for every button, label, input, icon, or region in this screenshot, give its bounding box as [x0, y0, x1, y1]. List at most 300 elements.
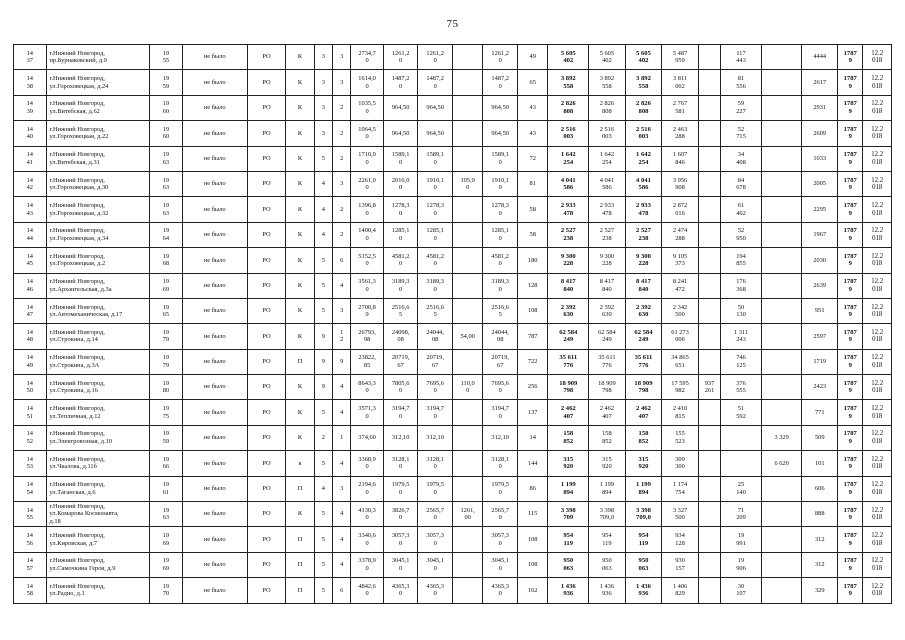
repair-status-cell: не было [182, 400, 247, 425]
nonresidential-area-cell [452, 45, 482, 70]
fund-cost-cell: 954 119 [625, 527, 662, 552]
residents-cell: 43 [517, 121, 547, 146]
cost-cell [698, 298, 720, 323]
repair-status-cell: не было [182, 375, 247, 400]
material-cell: РО [247, 298, 286, 323]
address-cell: г.Нижний Новгород, ул.Гороховецкая, д.30 [46, 171, 150, 196]
year-cell: 19 70 [150, 578, 183, 603]
cost-cell: 3 327 500 [662, 502, 699, 527]
total-cost-cell: 2 462 407 [548, 400, 589, 425]
limit-cost-cell: 1787 9 [838, 197, 863, 222]
cost-cell [698, 451, 720, 476]
year-cell: 19 63 [150, 197, 183, 222]
entrances-cell: 2 [333, 121, 351, 146]
floors-cell: 5 [314, 248, 332, 273]
address-cell: г.Нижний Новгород, ул.Строкина, д.14 [46, 324, 150, 349]
address-cell: г.Нижний Новгород, ул.Электровозная, д.10 [46, 425, 150, 450]
premises-area-cell: 1589,1 0 [383, 146, 418, 171]
cost-cell: 34 865 651 [662, 349, 699, 374]
wall-type-cell: К [286, 95, 314, 120]
row-number-cell: 14 51 [14, 400, 47, 425]
wall-type-cell: П [286, 527, 314, 552]
wall-type-cell: К [286, 146, 314, 171]
table-row [14, 95, 892, 120]
cost-cell: 4 041 586 [589, 171, 626, 196]
repair-status-cell: не было [182, 552, 247, 577]
repair-status-cell: не было [182, 45, 247, 70]
wall-type-cell: К [286, 222, 314, 247]
deadline-cell: 12.2 018 [863, 425, 892, 450]
premises-area-cell: 3045,1 0 [383, 552, 418, 577]
row-number-cell: 14 50 [14, 375, 47, 400]
owned-area-cell: 1979,5 0 [483, 476, 518, 501]
residential-area-cell: 1278,3 0 [418, 197, 453, 222]
deadline-cell: 12.2 018 [863, 552, 892, 577]
total-cost-cell: 954 119 [548, 527, 589, 552]
cost-cell [761, 70, 802, 95]
cost-cell [761, 171, 802, 196]
material-cell: РО [247, 425, 286, 450]
total-area-cell: 3561,3 0 [351, 273, 384, 298]
unit-cost-cell: 4444 [802, 45, 838, 70]
fund-cost-cell: 2 392 630 [625, 298, 662, 323]
nonresidential-area-cell [452, 146, 482, 171]
row-number-cell: 14 37 [14, 45, 47, 70]
cost-cell: 176 368 [721, 273, 762, 298]
cost-cell: 194 855 [721, 248, 762, 273]
nonresidential-area-cell [452, 248, 482, 273]
residential-area-cell: 964,50 [418, 95, 453, 120]
premises-area-cell: 964,50 [383, 95, 418, 120]
wall-type-cell: К [286, 425, 314, 450]
cost-cell: 2 410 815 [662, 400, 699, 425]
year-cell: 19 59 [150, 70, 183, 95]
address-cell: г.Нижний Новгород, ул.Строкина, д.16 [46, 375, 150, 400]
table-row [14, 121, 892, 146]
cost-cell [698, 248, 720, 273]
residents-cell: 108 [517, 527, 547, 552]
total-area-cell: 374,60 [351, 425, 384, 450]
unit-cost-cell: 1719 [802, 349, 838, 374]
fund-cost-cell: 2 462 407 [625, 400, 662, 425]
row-number-cell: 14 54 [14, 476, 47, 501]
address-cell: г.Нижний Новгород, ул.Чкалова, д.11б [46, 451, 150, 476]
total-cost-cell: 2 933 478 [548, 197, 589, 222]
address-cell: г.Нижний Новгород, ул.Гороховецкая, д.34 [46, 222, 150, 247]
owned-area-cell: 3189,3 0 [483, 273, 518, 298]
unit-cost-cell: 509 [802, 425, 838, 450]
table-row [14, 375, 892, 400]
floors-cell: 5 [314, 527, 332, 552]
residents-cell: 81 [517, 171, 547, 196]
cost-cell [698, 349, 720, 374]
total-area-cell: 1064,5 0 [351, 121, 384, 146]
residential-area-cell: 1589,1 0 [418, 146, 453, 171]
year-cell: 19 64 [150, 222, 183, 247]
owned-area-cell: 2565,7 0 [483, 502, 518, 527]
total-cost-cell: 1 436 936 [548, 578, 589, 603]
cost-cell: 34 408 [721, 146, 762, 171]
cost-cell [761, 349, 802, 374]
cost-cell [698, 70, 720, 95]
deadline-cell: 12.2 018 [863, 349, 892, 374]
cost-cell: 1 199 894 [589, 476, 626, 501]
address-cell: г.Нижний Новгород, пр.Бурнаковский, д.9 [46, 45, 150, 70]
limit-cost-cell: 1787 9 [838, 121, 863, 146]
address-cell: г.Нижний Новгород, ул.Кировская, д.7 [46, 527, 150, 552]
material-cell: РО [247, 95, 286, 120]
owned-area-cell: 964,50 [483, 121, 518, 146]
owned-area-cell: 1278,3 0 [483, 197, 518, 222]
nonresidential-area-cell [452, 552, 482, 577]
cost-cell [761, 121, 802, 146]
material-cell: РО [247, 324, 286, 349]
residents-cell: 128 [517, 273, 547, 298]
cost-cell [698, 527, 720, 552]
premises-area-cell: 1261,2 0 [383, 45, 418, 70]
table-row [14, 527, 892, 552]
repair-status-cell: не было [182, 324, 247, 349]
residential-area-cell: 3194,7 0 [418, 400, 453, 425]
year-cell: 19 63 [150, 171, 183, 196]
wall-type-cell: К [286, 375, 314, 400]
premises-area-cell: 3826,7 0 [383, 502, 418, 527]
residential-area-cell: 1487,2 0 [418, 70, 453, 95]
floors-cell: 9 [314, 349, 332, 374]
cost-cell [761, 45, 802, 70]
repair-status-cell: не было [182, 502, 247, 527]
address-cell: г.Нижний Новгород, ул.Радио, д.1 [46, 578, 150, 603]
cost-cell [698, 121, 720, 146]
total-cost-cell: 3 398 709 [548, 502, 589, 527]
cost-cell: 3 956 908 [662, 171, 699, 196]
cost-cell: 81 556 [721, 70, 762, 95]
floors-cell: 5 [314, 552, 332, 577]
material-cell: РО [247, 248, 286, 273]
cost-cell: 1 436 936 [589, 578, 626, 603]
cost-cell: 19 991 [721, 527, 762, 552]
limit-cost-cell: 1787 9 [838, 248, 863, 273]
row-number-cell: 14 55 [14, 502, 47, 527]
total-area-cell: 8643,3 0 [351, 375, 384, 400]
cost-cell [698, 425, 720, 450]
residential-area-cell: 3128,1 0 [418, 451, 453, 476]
nonresidential-area-cell [452, 121, 482, 146]
total-cost-cell: 2 527 238 [548, 222, 589, 247]
residents-cell: 49 [517, 45, 547, 70]
cost-cell: 51 592 [721, 400, 762, 425]
owned-area-cell: 20719, 67 [483, 349, 518, 374]
table-row [14, 248, 892, 273]
address-cell: г.Нижний Новгород, ул.Самочкина Героя, д.9 [46, 552, 150, 577]
address-cell: г.Нижний Новгород, ул.Тепличная, д.12 [46, 400, 150, 425]
premises-area-cell: 964,50 [383, 121, 418, 146]
floors-cell: 4 [314, 171, 332, 196]
entrances-cell: 9 [333, 349, 351, 374]
owned-area-cell: 1589,1 0 [483, 146, 518, 171]
cost-cell: 2 527 238 [589, 222, 626, 247]
owned-area-cell: 4581,2 0 [483, 248, 518, 273]
unit-cost-cell: 2931 [802, 95, 838, 120]
repair-status-cell: не было [182, 425, 247, 450]
fund-cost-cell: 4 041 586 [625, 171, 662, 196]
residents-cell: 43 [517, 95, 547, 120]
row-number-cell: 14 47 [14, 298, 47, 323]
entrances-cell: 2 [333, 146, 351, 171]
row-number-cell: 14 46 [14, 273, 47, 298]
table-row [14, 400, 892, 425]
residential-area-cell: 2565,7 0 [418, 502, 453, 527]
residential-area-cell: 3045,1 0 [418, 552, 453, 577]
row-number-cell: 14 41 [14, 146, 47, 171]
entrances-cell: 2 [333, 222, 351, 247]
floors-cell: 9 [314, 324, 332, 349]
material-cell: РО [247, 552, 286, 577]
entrances-cell: 3 [333, 476, 351, 501]
entrances-cell: 4 [333, 273, 351, 298]
row-number-cell: 14 56 [14, 527, 47, 552]
total-area-cell: 3378,9 0 [351, 552, 384, 577]
fund-cost-cell: 1 436 936 [625, 578, 662, 603]
fund-cost-cell: 3 398 709,0 [625, 502, 662, 527]
cost-cell [698, 45, 720, 70]
limit-cost-cell: 1787 9 [838, 552, 863, 577]
cost-cell [698, 552, 720, 577]
year-cell: 19 69 [150, 273, 183, 298]
cost-cell [721, 425, 762, 450]
row-number-cell: 14 40 [14, 121, 47, 146]
premises-area-cell: 1979,5 0 [383, 476, 418, 501]
wall-type-cell: К [286, 324, 314, 349]
deadline-cell: 12.2 018 [863, 70, 892, 95]
unit-cost-cell: 2639 [802, 273, 838, 298]
year-cell: 19 63 [150, 502, 183, 527]
cost-cell: 1 406 829 [662, 578, 699, 603]
address-cell: г.Нижний Новгород, ул.Комарова Космонавта, д.18 [46, 502, 150, 527]
premises-area-cell: 4581,2 0 [383, 248, 418, 273]
year-cell: 19 59 [150, 425, 183, 450]
unit-cost-cell: 101 [802, 451, 838, 476]
cost-cell: 937 261 [698, 375, 720, 400]
unit-cost-cell: 2030 [802, 248, 838, 273]
nonresidential-area-cell [452, 222, 482, 247]
deadline-cell: 12.2 018 [863, 222, 892, 247]
total-cost-cell: 950 063 [548, 552, 589, 577]
fund-cost-cell: 315 920 [625, 451, 662, 476]
fund-cost-cell: 2 516 003 [625, 121, 662, 146]
total-area-cell: 1035,5 0 [351, 95, 384, 120]
fund-cost-cell: 950 063 [625, 552, 662, 577]
cost-cell: 17 595 982 [662, 375, 699, 400]
floors-cell: 3 [314, 95, 332, 120]
material-cell: РО [247, 578, 286, 603]
register-table [13, 44, 892, 604]
deadline-cell: 12.2 018 [863, 95, 892, 120]
owned-area-cell: 1285,1 0 [483, 222, 518, 247]
entrances-cell: 4 [333, 451, 351, 476]
total-cost-cell: 35 611 776 [548, 349, 589, 374]
fund-cost-cell: 9 300 228 [625, 248, 662, 273]
cost-cell [698, 273, 720, 298]
owned-area-cell: 4365,3 0 [483, 578, 518, 603]
repair-status-cell: не было [182, 70, 247, 95]
cost-cell: 2 516 003 [589, 121, 626, 146]
limit-cost-cell: 1787 9 [838, 95, 863, 120]
floors-cell: 5 [314, 298, 332, 323]
limit-cost-cell: 1787 9 [838, 578, 863, 603]
cost-cell [761, 222, 802, 247]
fund-cost-cell: 35 611 776 [625, 349, 662, 374]
nonresidential-area-cell: 105,9 0 [452, 171, 482, 196]
cost-cell: 2 872 016 [662, 197, 699, 222]
cost-cell: 1 642 254 [589, 146, 626, 171]
cost-cell: 5 487 959 [662, 45, 699, 70]
floors-cell: 5 [314, 451, 332, 476]
address-cell: г.Нижний Новгород, ул.Гороховецкая, д.2 [46, 248, 150, 273]
total-area-cell: 1396,8 0 [351, 197, 384, 222]
deadline-cell: 12.2 018 [863, 527, 892, 552]
cost-cell: 3 398 709,0 [589, 502, 626, 527]
floors-cell: 5 [314, 146, 332, 171]
limit-cost-cell: 1787 9 [838, 349, 863, 374]
owned-area-cell: 3057,3 0 [483, 527, 518, 552]
cost-cell [698, 197, 720, 222]
total-cost-cell: 1 642 254 [548, 146, 589, 171]
total-cost-cell: 1 199 894 [548, 476, 589, 501]
repair-status-cell: не было [182, 476, 247, 501]
address-cell: г.Нижний Новгород, ул.Гороховецкая, д.22 [46, 121, 150, 146]
deadline-cell: 12.2 018 [863, 375, 892, 400]
year-cell: 19 69 [150, 527, 183, 552]
residents-cell: 162 [517, 578, 547, 603]
material-cell: РО [247, 121, 286, 146]
cost-cell: 19 906 [721, 552, 762, 577]
entrances-cell: 4 [333, 527, 351, 552]
cost-cell [721, 451, 762, 476]
repair-status-cell: не было [182, 248, 247, 273]
cost-cell: 158 852 [589, 425, 626, 450]
repair-status-cell: не было [182, 451, 247, 476]
floors-cell: 4 [314, 197, 332, 222]
table-row [14, 578, 892, 603]
material-cell: РО [247, 273, 286, 298]
repair-status-cell: не было [182, 146, 247, 171]
cost-cell: 2 767 581 [662, 95, 699, 120]
wall-type-cell: К [286, 121, 314, 146]
wall-type-cell: К [286, 502, 314, 527]
residents-cell: 86 [517, 476, 547, 501]
residential-area-cell: 4365,3 0 [418, 578, 453, 603]
material-cell: РО [247, 146, 286, 171]
unit-cost-cell: 888 [802, 502, 838, 527]
deadline-cell: 12.2 018 [863, 502, 892, 527]
fund-cost-cell: 1 642 254 [625, 146, 662, 171]
material-cell: РО [247, 502, 286, 527]
limit-cost-cell: 1787 9 [838, 400, 863, 425]
wall-type-cell: П [286, 578, 314, 603]
owned-area-cell: 312,10 [483, 425, 518, 450]
cost-cell: 84 678 [721, 171, 762, 196]
owned-area-cell: 3128,1 0 [483, 451, 518, 476]
entrances-cell: 1 2 [333, 324, 351, 349]
table-row [14, 273, 892, 298]
address-cell: г.Нижний Новгород, ул.Витебская, д.31 [46, 146, 150, 171]
premises-area-cell: 1487,2 0 [383, 70, 418, 95]
entrances-cell: 1 [333, 425, 351, 450]
limit-cost-cell: 1787 9 [838, 146, 863, 171]
residential-area-cell: 20719, 67 [418, 349, 453, 374]
residents-cell: 72 [517, 146, 547, 171]
repair-status-cell: не было [182, 171, 247, 196]
wall-type-cell: К [286, 45, 314, 70]
cost-cell [761, 375, 802, 400]
material-cell: РО [247, 400, 286, 425]
cost-cell: 3 329 [761, 425, 802, 450]
nonresidential-area-cell [452, 95, 482, 120]
owned-area-cell: 7695,6 0 [483, 375, 518, 400]
cost-cell [761, 298, 802, 323]
cost-cell: 61 462 [721, 197, 762, 222]
limit-cost-cell: 1787 9 [838, 451, 863, 476]
cost-cell: 25 140 [721, 476, 762, 501]
table-row [14, 171, 892, 196]
premises-area-cell: 1285,1 0 [383, 222, 418, 247]
floors-cell: 3 [314, 121, 332, 146]
cost-cell [761, 578, 802, 603]
cost-cell: 30 107 [721, 578, 762, 603]
wall-type-cell: К [286, 197, 314, 222]
entrances-cell: 4 [333, 400, 351, 425]
entrances-cell: 4 [333, 375, 351, 400]
entrances-cell: 4 [333, 552, 351, 577]
deadline-cell: 12.2 018 [863, 273, 892, 298]
total-cost-cell: 315 920 [548, 451, 589, 476]
fund-cost-cell: 2 826 808 [625, 95, 662, 120]
cost-cell: 62 584 249 [589, 324, 626, 349]
table-row [14, 45, 892, 70]
residential-area-cell: 1910,1 0 [418, 171, 453, 196]
year-cell: 19 55 [150, 45, 183, 70]
residents-cell: 14 [517, 425, 547, 450]
cost-cell [761, 324, 802, 349]
total-area-cell: 3571,3 0 [351, 400, 384, 425]
owned-area-cell: 1261,2 0 [483, 45, 518, 70]
cost-cell: 9 300 228 [589, 248, 626, 273]
cost-cell [698, 146, 720, 171]
cost-cell [698, 95, 720, 120]
table-row [14, 476, 892, 501]
cost-cell [698, 476, 720, 501]
deadline-cell: 12.2 018 [863, 298, 892, 323]
wall-type-cell: К [286, 171, 314, 196]
cost-cell [761, 400, 802, 425]
fund-cost-cell: 5 605 402 [625, 45, 662, 70]
total-cost-cell: 2 392 630 [548, 298, 589, 323]
floors-cell: 5 [314, 578, 332, 603]
total-area-cell: 4130,3 0 [351, 502, 384, 527]
cost-cell: 2 933 478 [589, 197, 626, 222]
premises-area-cell: 2516,6 5 [383, 298, 418, 323]
total-area-cell: 2261,0 0 [351, 171, 384, 196]
residents-cell: 58 [517, 222, 547, 247]
material-cell: РО [247, 70, 286, 95]
row-number-cell: 14 58 [14, 578, 47, 603]
deadline-cell: 12.2 018 [863, 197, 892, 222]
repair-status-cell: не было [182, 273, 247, 298]
year-cell: 19 63 [150, 146, 183, 171]
floors-cell: 3 [314, 45, 332, 70]
material-cell: РО [247, 222, 286, 247]
